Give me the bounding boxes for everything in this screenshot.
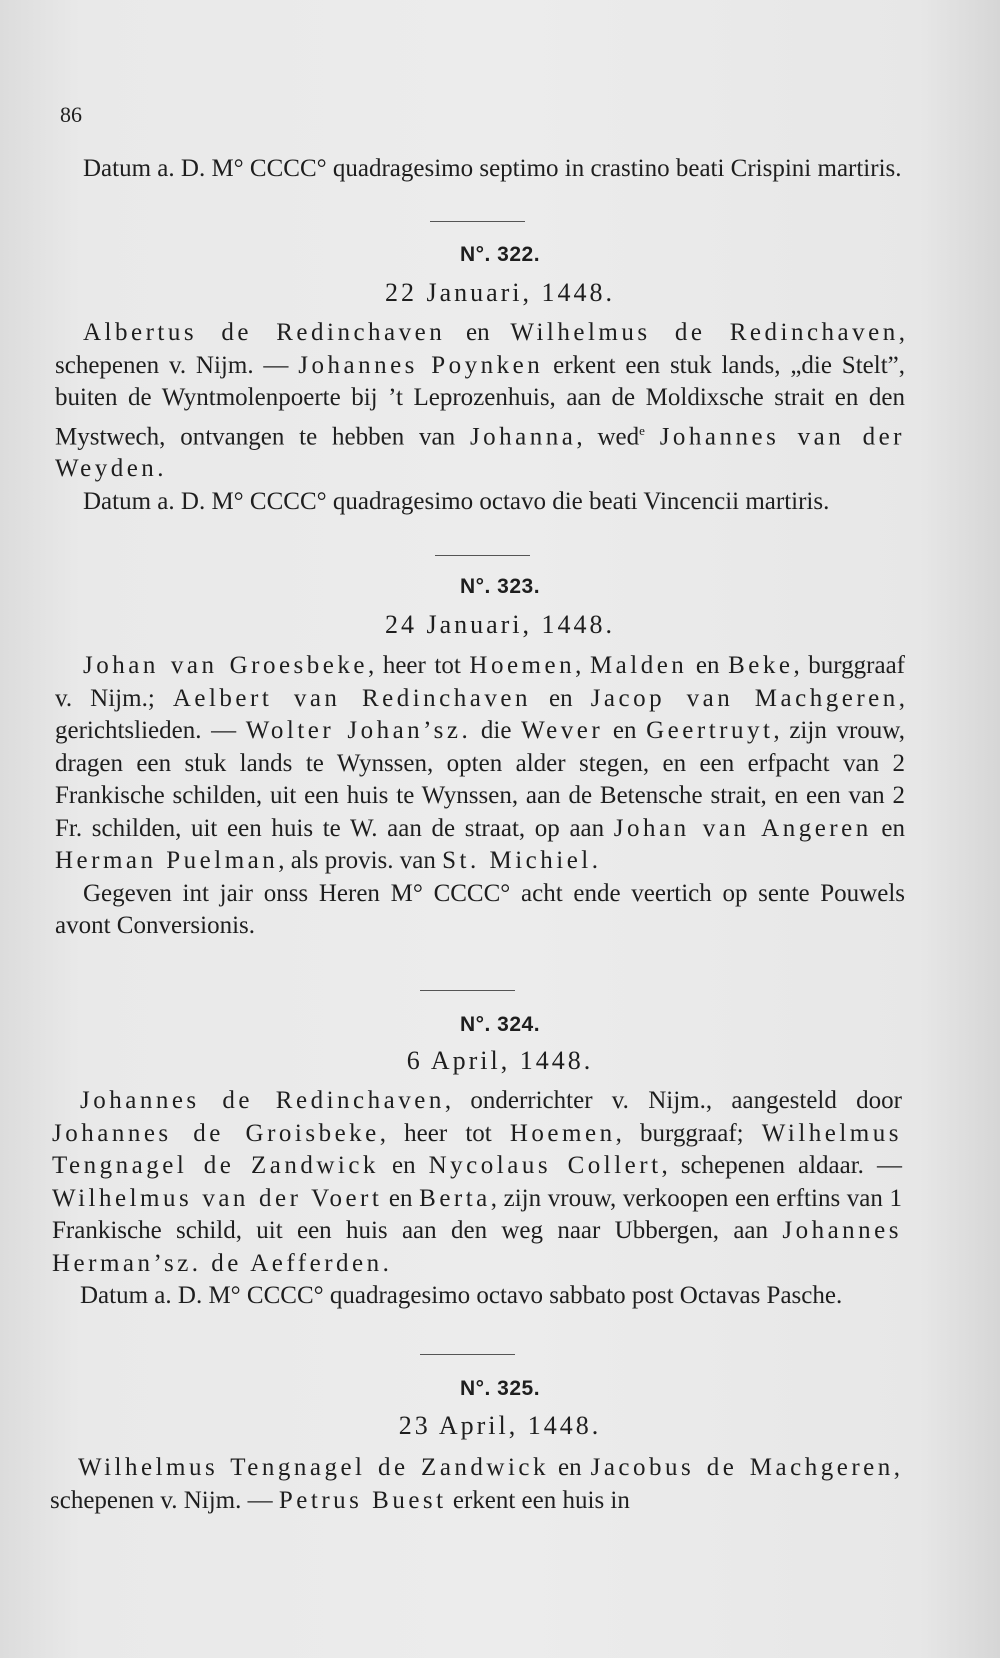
body-text: , schepenen v. Nijm. — — [50, 1454, 900, 1514]
person-name: Wever — [521, 717, 604, 744]
person-name: Wilhelmus de Redinchaven — [510, 319, 899, 346]
person-name: Jacop van Machgeren — [590, 684, 899, 712]
entry-date-325: 23 April, 1448. — [398, 1411, 602, 1440]
body-text: . — [157, 455, 164, 483]
body-text: . — [591, 847, 598, 874]
body-text: , als provis. van — [278, 847, 443, 874]
person-name: Wolter Johan’sz. — [245, 717, 472, 744]
body-text: en — [603, 717, 647, 744]
entry-date-322: 22 Januari, 1448. — [384, 278, 616, 307]
person-name: Berta — [419, 1184, 491, 1212]
entry-date-323: 24 Januari, 1448. — [384, 610, 616, 639]
body-text: , gerichtslieden. — — [55, 684, 905, 744]
body-text: , — [575, 652, 590, 679]
person-name: Johannes de Redinchaven — [80, 1087, 445, 1114]
superscript: e — [639, 422, 645, 438]
entry-body-322 — [55, 317, 905, 486]
place-name: Hoemen — [509, 1119, 616, 1147]
person-name: Johannes Poynken — [298, 351, 544, 379]
entry-body-323 — [55, 650, 905, 878]
person-name: Jacobus de Machgeren — [590, 1454, 894, 1481]
entry-body-324 — [52, 1085, 902, 1280]
entry-closing-323: Gegeven int jair onss Heren M° CCCC° acht ende veertich op sente Pouwels avont Conversionis. — [55, 879, 905, 939]
person-name: Petrus Buest — [278, 1486, 447, 1514]
entry-closing-322: Datum a. D. M° CCCC° quadragesimo octavo die beati Vincencii martiris. — [83, 487, 830, 515]
body-text: , burggraaf; — [615, 1119, 762, 1147]
separator-rule — [435, 555, 530, 556]
person-name: Johanna — [469, 422, 577, 450]
entry-324 — [52, 1085, 902, 1313]
entry-323 — [55, 650, 905, 943]
body-text: , burggraaf v. Nijm.; — [55, 652, 905, 712]
person-name: Nycolaus Collert — [428, 1152, 662, 1179]
entry-body-325 — [50, 1452, 900, 1517]
previous-entry-closing — [55, 153, 905, 186]
person-name: Wilhelmus Tengnagel de Zandwick — [78, 1454, 550, 1481]
person-name: Johan van Angeren — [613, 814, 872, 842]
body-text: , heer tot — [379, 1119, 510, 1147]
entry-325 — [50, 1452, 900, 1517]
place-name: Malden — [589, 652, 688, 679]
body-text: , schepenen aldaar. — — [661, 1152, 902, 1179]
separator-rule — [420, 990, 515, 991]
entry-322 — [55, 317, 905, 518]
entry-closing-324: Datum a. D. M° CCCC° quadragesimo octavo sabbato post Octavas Pasche. — [80, 1282, 843, 1309]
body-text: , schepenen v. Nijm. — — [55, 319, 905, 379]
body-text: , zijn vrouw, dragen een stuk lands te Wynssen, opten alder stegen, en een erfpacht van 2 Frankische schilden, uit een huis te Wynssen, aan de Betensche strait, en een van 2 Fr. schilden, uit een huis te W. aan de straat, op aan — [55, 717, 905, 842]
body-text: , wed — [576, 422, 640, 450]
body-text: en — [530, 684, 591, 712]
body-text: , onderrichter v. Nijm., aangesteld door — [444, 1087, 902, 1114]
body-text: en — [382, 1184, 420, 1212]
body-text: en — [445, 319, 511, 346]
body-text: . — [382, 1249, 389, 1277]
page-number: 86 — [60, 102, 82, 127]
body-text: , heer tot — [367, 652, 470, 679]
person-name: Wilhelmus Tengnagel de Zandwick — [52, 1119, 902, 1179]
person-name: Johan van Groesbeke — [83, 652, 368, 679]
person-name: Johannes van der Weyden — [55, 422, 906, 483]
place-name: Hoemen — [469, 652, 576, 679]
body-text: erkent een stuk lands, „die Stelt”, buiten de Wyntmolenpoerte bij ’t Leprozenhuis, aan de Moldixsche strait en den Mystwech, ontvangen te hebben van — [55, 351, 905, 450]
entry-number-323: N°. 323. — [459, 575, 541, 598]
separator-rule — [430, 221, 525, 222]
entry-number-322: N°. 322. — [459, 243, 541, 266]
closing-text: Datum a. D. M° CCCC° quadragesimo septimo in crastino beati Crispini martiris. — [83, 155, 902, 182]
entry-date-324: 6 April, 1448. — [406, 1046, 594, 1075]
entry-number-324: N°. 324. — [459, 1013, 541, 1036]
body-text: en — [687, 652, 729, 679]
separator-rule — [420, 1354, 515, 1355]
place-name: Beke — [728, 652, 794, 679]
person-name: Wilhelmus van der Voert — [52, 1184, 383, 1212]
body-text: en — [549, 1454, 591, 1481]
body-text: en — [378, 1152, 429, 1179]
body-text: en — [871, 814, 905, 842]
body-text — [645, 423, 660, 450]
place-name: St. Michiel — [442, 847, 592, 874]
body-text: erkent een huis in — [446, 1486, 630, 1514]
person-name: Geertruyt — [646, 717, 774, 744]
person-name: Herman Puelman — [55, 847, 279, 874]
entry-number-325: N°. 325. — [459, 1377, 541, 1400]
person-name: Albertus de Redinchaven — [83, 319, 446, 346]
body-text: die — [471, 717, 522, 744]
person-name: Johannes Herman’sz. de Aefferden — [52, 1217, 902, 1277]
person-name: Aelbert van Redinchaven — [172, 684, 531, 712]
body-text: , zijn vrouw, verkoopen een erftins van 1 Frankische schild, uit een huis aan den weg naar Ubbergen, aan — [52, 1184, 902, 1244]
person-name: Johannes de Groisbeke — [52, 1119, 380, 1147]
